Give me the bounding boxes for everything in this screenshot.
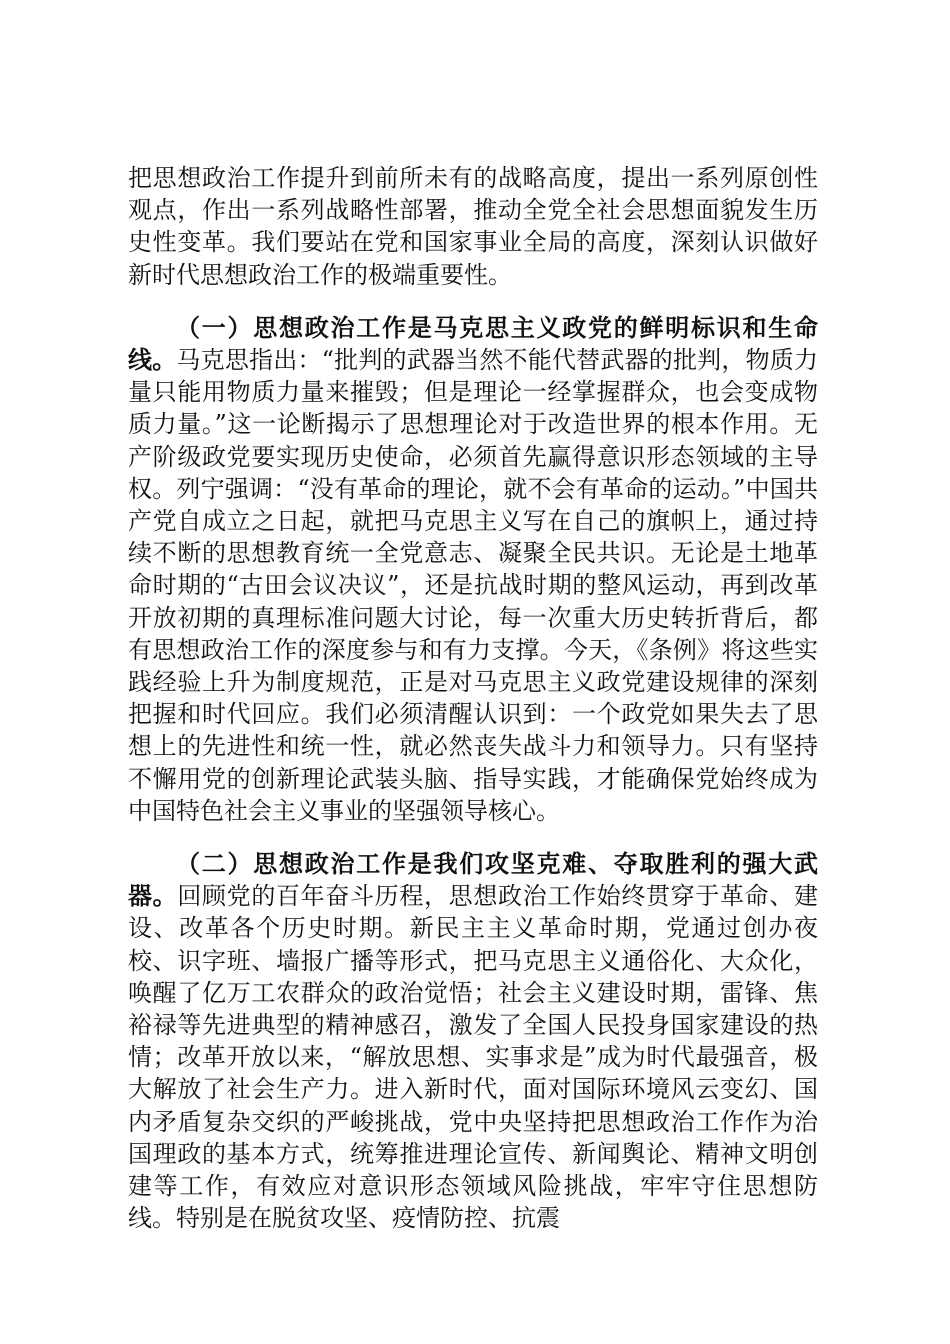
paragraph-intro [128,162,818,291]
section-2-text: 回顾党的百年奋斗历程，思想政治工作始终贯穿于革命、建设、改革各个历史时期。新民主主义革命时期，党通过创办夜校、识字班、墙报广播等形式，把马克思主义通俗化、大众化，唤醒了亿万工农群众的政治觉悟；社会主义建设时期，雷锋、焦裕禄等先进典型的精神感召，激发了全国人民投身国家建设的热情；改革开放以来，“解放思想、实事求是”成为时代最强音，极大解放了社会生产力。进入新时代，面对国际环境风云变幻、国内矛盾复杂交织的严峻挑战，党中央坚持把思想政治工作作为治国理政的基本方式，统筹推进理论宣传、新闻舆论、精神文明创建等工作，有效应对意识形态领域风险挑战，牢牢守住思想防线。特别是在脱贫攻坚、疫情防控、抗震 [128,882,819,1233]
document-body [128,162,818,1256]
paragraph-section-1 [128,312,818,827]
section-1-text: 马克思指出：“批判的武器当然不能代替武器的批判，物质力量只能用物质力量来摧毁；但是理论一经掌握群众，也会变成物质力量。”这一论断揭示了思想理论对于改造世界的根本作用。无产阶级政党要实现历史使命，必须首先赢得意识形态领域的主导权。列宁强调：“没有革命的理论，就不会有革命的运动。”中国共产党自成立之日起，就把马克思主义写在自己的旗帜上，通过持续不断的思想教育统一全党意志、凝聚全民共识。无论是土地革命时期的“古田会议决议”，还是抗战时期的整风运动，再到改革开放初期的真理标准问题大讨论，每一次重大历史转折背后，都有思想政治工作的深度参与和有力支撑。今天，《条例》将这些实践经验上升为制度规范，正是对马克思主义政党建设规律的深刻把握和时代回应。我们必须清醒认识到：一个政党如果失去了思想上的先进性和统一性，就必然丧失战斗力和领导力。只有坚持不懈用党的创新理论武装头脑、指导实践，才能确保党始终成为中国特色社会主义事业的坚强领导核心。 [128,346,818,825]
paragraph-intro-text: 把思想政治工作提升到前所未有的战略高度，提出一系列原创性观点，作出一系列战略性部署，推动全党全社会思想面貌发生历史性变革。我们要站在党和国家事业全局的高度，深刻认识做好新时代思想政治工作的极端重要性。 [128,164,818,289]
section-2-heading: （二）思想政治工作是我们攻坚克难、夺取胜利的强大武器。 [128,849,818,911]
paragraph-section-2 [128,848,818,1234]
section-1-heading: （一）思想政治工作是马克思主义政党的鲜明标识和生命线。 [128,312,818,375]
